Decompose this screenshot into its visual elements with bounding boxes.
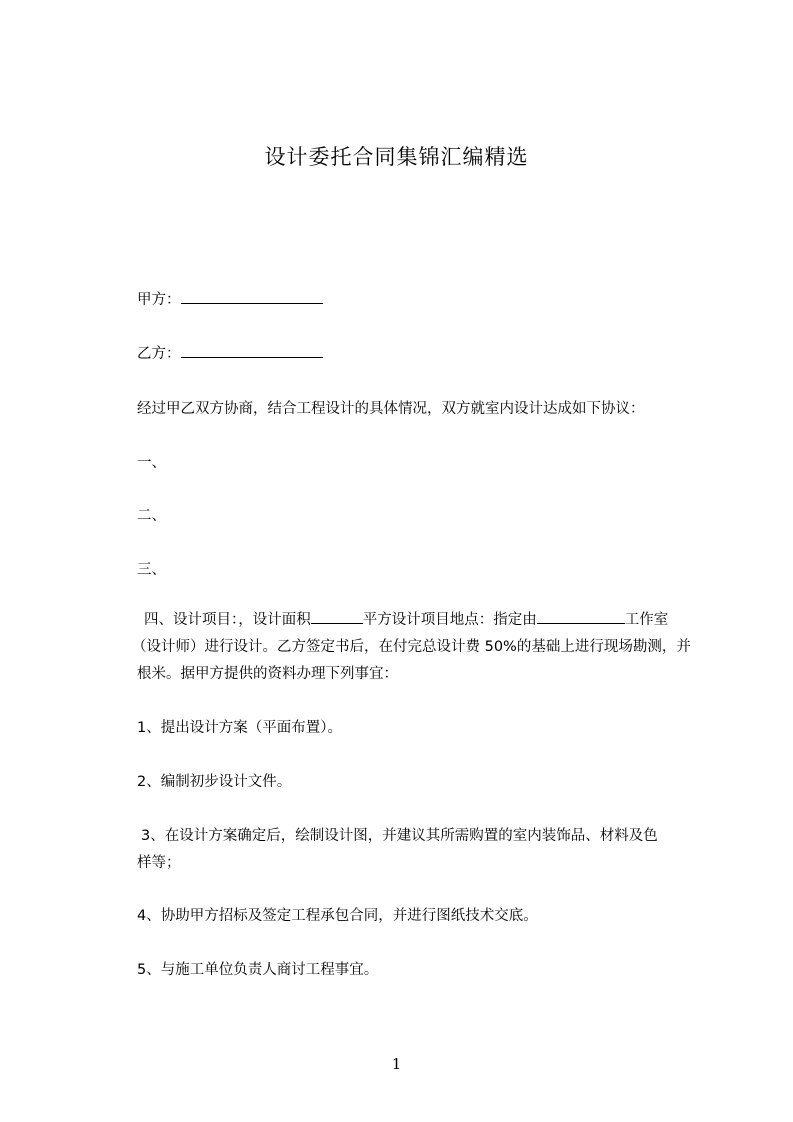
area-blank [311,608,363,624]
task-5: 5、与施工单位负责人商讨工程事宜。 [137,962,379,978]
clause-1: 一、 [137,455,166,471]
task-4: 4、协助甲方招标及签定工程承包合同，并进行图纸技术交底。 [137,908,538,924]
party-a-blank [181,288,323,304]
task-2: 2、编制初步设计文件。 [137,774,292,790]
clause-4-line-3: 根米。据甲方提供的资料办理下列事宜： [137,666,398,682]
clause-3: 三、 [137,562,166,578]
intro-paragraph: 经过甲乙双方协商，结合工程设计的具体情况，双方就室内设计达成如下协议： [137,401,645,417]
clause-4-line-1 [144,606,668,634]
clause-4-text-b: 平方设计项目地点：指定由 [362,612,537,628]
task-1: 1、提出设计方案（平面布置）。 [137,720,342,736]
party-a-line [137,286,323,314]
clause-4-line-2: （设计师）进行设计。乙方签定书后，在付完总设计费 50%的基础上进行现场勘测，并 [132,639,691,655]
party-a-label: 甲方： [137,292,181,308]
task-3-line-1: 3、在设计方案确定后，绘制设计图，并建议其所需购置的室内装饰品、材料及色 [141,828,658,844]
party-b-line [137,340,323,368]
clause-2: 二、 [137,508,166,524]
party-b-label: 乙方： [137,346,181,362]
party-b-blank [181,342,323,358]
document-title: 设计委托合同集锦汇编精选 [264,145,529,169]
page-number: 1 [391,1055,402,1073]
clause-4-text-c: 工作室 [624,612,669,628]
task-3-line-2: 样等； [137,855,181,871]
clause-4-text-a: 四、设计项目：，设计面积 [144,612,311,628]
studio-blank [537,608,625,624]
